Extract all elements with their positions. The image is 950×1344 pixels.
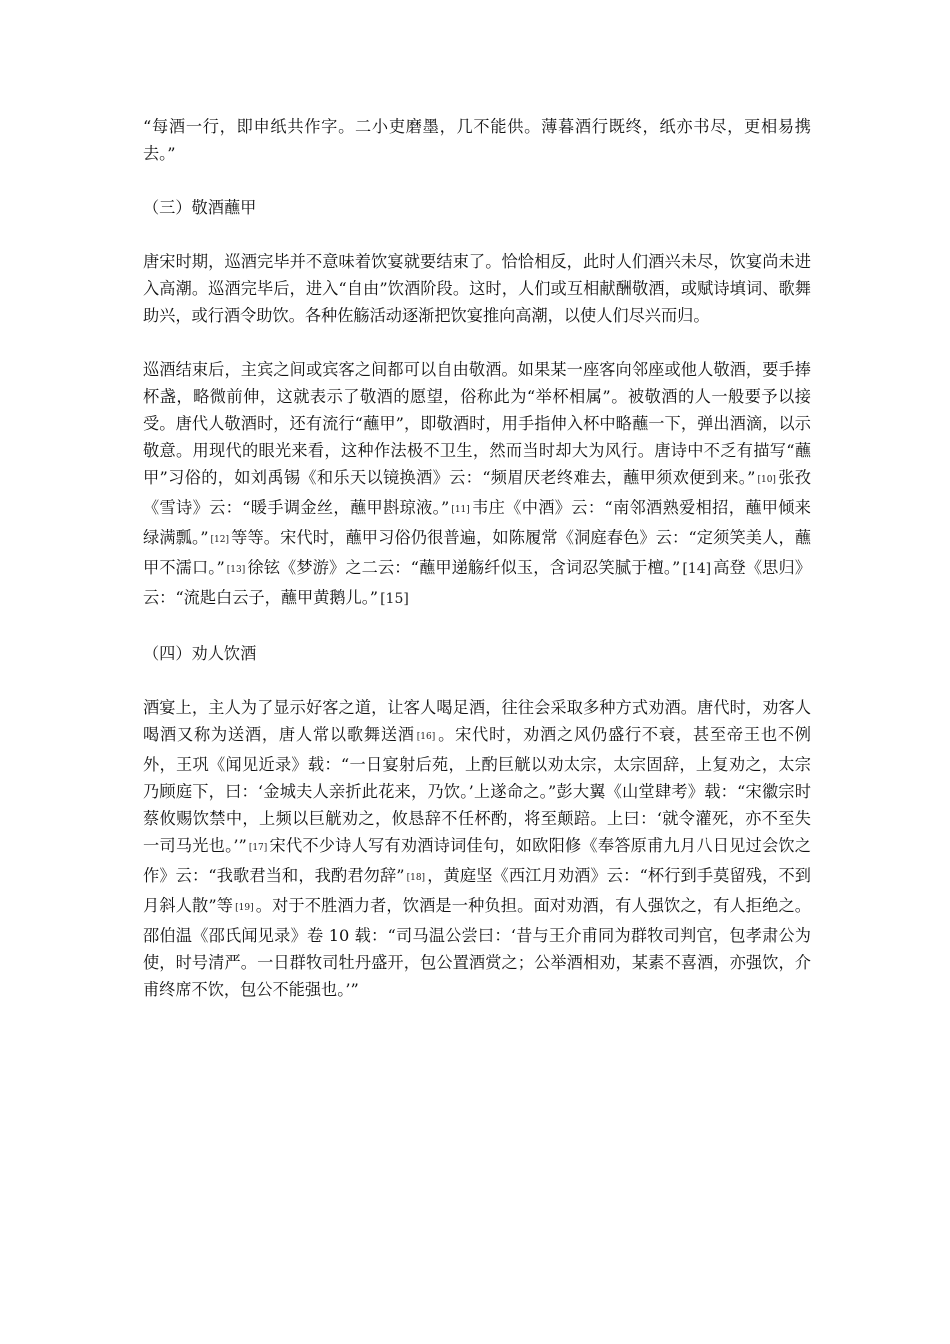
- text-run: 等等。宋代时，蘸甲习俗仍很普遍，如陈履常《洞庭春色》云：“定须笑美人，蘸甲不濡口。”: [143, 528, 811, 577]
- text-run: （三）敬酒蘸甲: [143, 198, 257, 217]
- footnote-ref: [14]: [682, 561, 712, 577]
- body-paragraph: [143, 356, 811, 613]
- text-run: 韦庄《中酒》云：“南邻酒熟爱相招，蘸甲倾来绿满瓢。”: [143, 498, 811, 547]
- footnote-ref: [18]: [406, 873, 426, 883]
- text-run: 张孜《雪诗》云：“暖手调金丝，蘸甲斟琼液。”: [143, 468, 811, 517]
- footnote-ref: [19]: [235, 903, 254, 913]
- text-run: ，黄庭坚《西江月劝酒》云：“杯行到手莫留残，不到月斜人散”等: [143, 866, 811, 915]
- text-run: 酒宴上，主人为了显示好客之道，让客人喝足酒，往往会采取多种方式劝酒。唐代时，劝客人喝酒又称为送酒，唐人常以歌舞送酒: [143, 698, 811, 744]
- text-run: “每酒一行，即申纸共作字。二小吏磨墨，几不能供。薄暮酒行既终，纸亦书尽，更相易携去。”: [143, 117, 811, 163]
- section-heading: [143, 640, 811, 667]
- text-run: （四）劝人饮酒: [143, 644, 257, 663]
- text-run: 宋代不少诗人写有劝酒诗词佳句，如欧阳修《奉答原甫九月八日见过会饮之作》云：“我歌君当和，我酌君勿辞”: [143, 836, 811, 885]
- footnote-ref: [10]: [757, 475, 776, 485]
- footnote-ref: [15]: [380, 591, 409, 607]
- text-run: 徐铉《梦游》之二云：“蘸甲递觞纤似玉，含词忍笑腻于檀。”: [247, 558, 681, 577]
- text-run: 高登《思归》云：“流匙白云子，蘸甲黄鹅儿。”: [143, 558, 812, 607]
- footnote-ref: [11]: [451, 505, 470, 515]
- footnote-ref: [13]: [226, 565, 246, 575]
- section-heading: [143, 194, 811, 221]
- footnote-ref: [12]: [210, 535, 229, 545]
- text-run: 。对于不胜酒力者，饮酒是一种负担。面对劝酒，有人强饮之，有人拒绝之。邵伯温《邵氏闻见录》卷 10 载：“司马温公尝曰：‘昔与王介甫同为群牧司判官，包孝肃公为使，时号清严。一日群牧司牡丹盛开，包公置酒赏之；公举酒相劝，某素不喜酒，亦强饮，介甫终席不饮，包公不能强也。’”: [143, 896, 811, 999]
- body-paragraph: [143, 113, 811, 167]
- text-run: 。宋代时，劝酒之风仍盛行不衰，甚至帝王也不例外，王巩《闻见近录》载：“一日宴射后苑，上酌巨觥以劝太宗，太宗固辞，上复劝之，太宗乃顾庭下，曰：‘金城夫人亲折此花来，乃饮。’上遂命之。”彭大翼《山堂肆考》载：“宋徽宗时蔡攸赐饮禁中，上频以巨觥劝之，攸恳辞不任杯酌，将至颠踣。上曰：‘就令灌死，亦不至失一司马光也。’”: [143, 725, 811, 855]
- document-body: [143, 113, 811, 1030]
- body-paragraph: [143, 694, 811, 1003]
- footnote-ref: [16]: [416, 732, 436, 742]
- footnote-ref: [17]: [248, 843, 268, 853]
- text-run: 巡酒结束后，主宾之间或宾客之间都可以自由敬酒。如果某一座客向邻座或他人敬酒，要手捧杯盏，略微前伸，这就表示了敬酒的愿望，俗称此为“举杯相属”。被敬酒的人一般要予以接受。唐代人敬酒时，还有流行“蘸甲”，即敬酒时，用手指伸入杯中略蘸一下，弹出酒滴，以示敬意。用现代的眼光来看，这种作法极不卫生，然而当时却大为风行。唐诗中不乏有描写“蘸甲”习俗的，如刘禹锡《和乐天以镜换酒》云：“频眉厌老终难去，蘸甲须欢便到来。”: [143, 360, 811, 487]
- body-paragraph: [143, 248, 811, 329]
- text-run: 唐宋时期，巡酒完毕并不意味着饮宴就要结束了。恰恰相反，此时人们酒兴未尽，饮宴尚未进入高潮。巡酒完毕后，进入“自由”饮酒阶段。这时，人们或互相献酬敬酒，或赋诗填词、歌舞助兴，或行酒令助饮。各种佐觞活动逐渐把饮宴推向高潮，以使人们尽兴而归。: [143, 252, 811, 325]
